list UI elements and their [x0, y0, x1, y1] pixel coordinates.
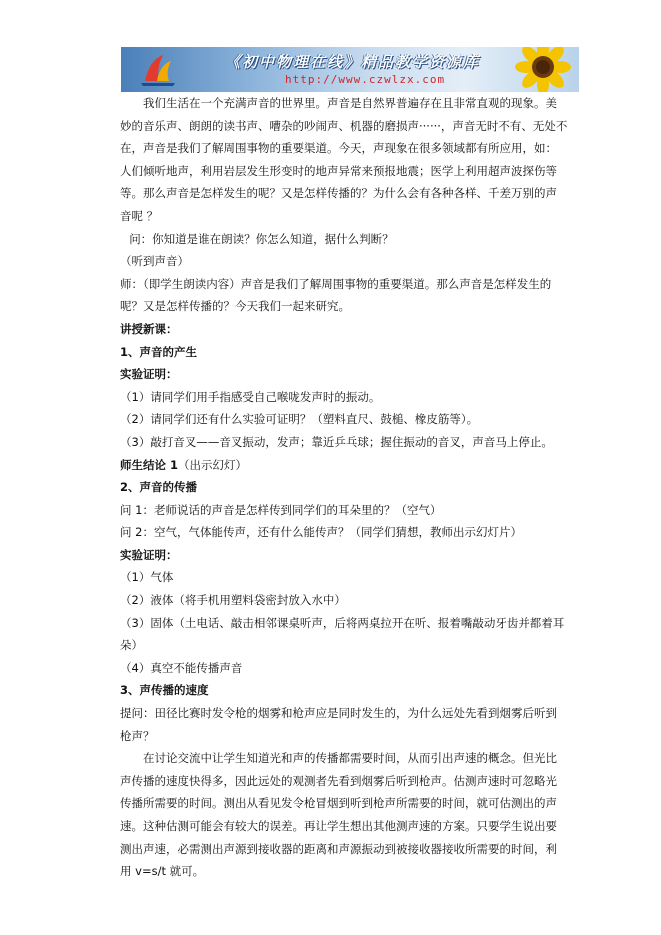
section-heading-2: 2、声音的传播 — [120, 480, 198, 495]
teacher-paragraph: 师：（即学生朗读内容）声音是我们了解周围事物的重要渠道。那么声音是怎样发生的呢？又是怎样传播的？今天我们一起来研究。 — [120, 276, 552, 314]
intro-paragraph: 我们生活在一个充满声音的世界里。声音是自然界普遍存在且非常直观的现象。美妙的音乐声、朗朗的读书声、嘈杂的吵闹声、机器的磨损声······，声音无时不有、无处不在，声音是我们了解周围事物的重要渠道。今天，声现象在很多领域都有所应用，如：人们倾听地声，利用岩层发生形变时的地声异常来预报地震；医学上利用超声波探伤等等。那么声音是怎样发生的呢？又是怎样传播的？为什么会有各种各样、千差万别的声音呢 ？ — [120, 96, 568, 223]
question-1: 问 1：老师说话的声音是怎样传到同学们的耳朵里的？（空气） — [120, 502, 442, 517]
conclusion-line — [120, 454, 568, 477]
document-body — [120, 92, 568, 883]
section-heading-1: 1、声音的产生 — [120, 344, 198, 359]
question-paragraph: 问：你知道是谁在朗读？你怎么知道，据什么判断？ — [129, 231, 394, 246]
section-heading-3: 3、声传播的速度 — [120, 683, 209, 698]
question-paragraph-speed: 提问：田径比赛时发令枪的烟雾和枪声应是同时发生的，为什么远处先看到烟雾后听到枪声？ — [120, 706, 557, 743]
list-item: （3）固体（土电话、敲击相邻课桌听声，后将两桌拉开在听、报着嘴敲动牙齿并都着耳朵） — [120, 615, 565, 653]
sunflower-icon — [509, 47, 579, 92]
section-heading-new-lesson: 讲授新课： — [120, 321, 178, 336]
discussion-paragraph: 在讨论交流中让学生知道光和声的传播都需要时间，从而引出声速的概念。但光比声传播的速度快得多，因此远处的观测者先看到烟雾后听到枪声。估测声速时可忽略光传播所需要的时间。测出从看见发令枪冒烟到听到枪声所需要的时间，就可估测出的声速。这种估测可能会有较大的误差。再让学生想出其他测声速的方案。只要学生说出要测出声速，必需测出声源到接收器的距离和声源振动到被接收器接收所需要的时间，利用 v=s/t 就可。 — [120, 751, 557, 879]
site-logo-icon — [139, 51, 177, 89]
list-item: （1）气体 — [120, 570, 174, 585]
banner-url: http://www.czwlzx.com — [285, 73, 446, 86]
experiment-heading-1: 实验证明： — [120, 367, 178, 382]
list-item: （1）请同学们用手指感受自己喉咙发声时的振动。 — [120, 389, 381, 404]
conclusion-label: 师生结论 1 — [120, 457, 179, 472]
conclusion-note: （出示幻灯） — [178, 457, 248, 472]
list-item: （3）敲打音叉——音叉振动，发声；靠近乒乓球；握住振动的音叉，声音马上停止。 — [120, 434, 553, 449]
list-item: （2）请同学们还有什么实验可证明？（塑料直尺、鼓槌、橡皮筋等）。 — [120, 412, 479, 427]
answer-paragraph: （听到声音） — [120, 254, 189, 269]
list-item: （2）液体（将手机用塑料袋密封放入水中） — [120, 593, 346, 608]
header-banner — [121, 47, 579, 92]
banner-title: 《初中物理在线》精品教学资源库 — [225, 53, 481, 71]
experiment-heading-2: 实验证明： — [120, 547, 178, 562]
list-item: （4）真空不能传播声音 — [120, 660, 243, 675]
question-2: 问 2：空气，气体能传声，还有什么能传声？（同学们猜想，教师出示幻灯片） — [120, 525, 522, 540]
